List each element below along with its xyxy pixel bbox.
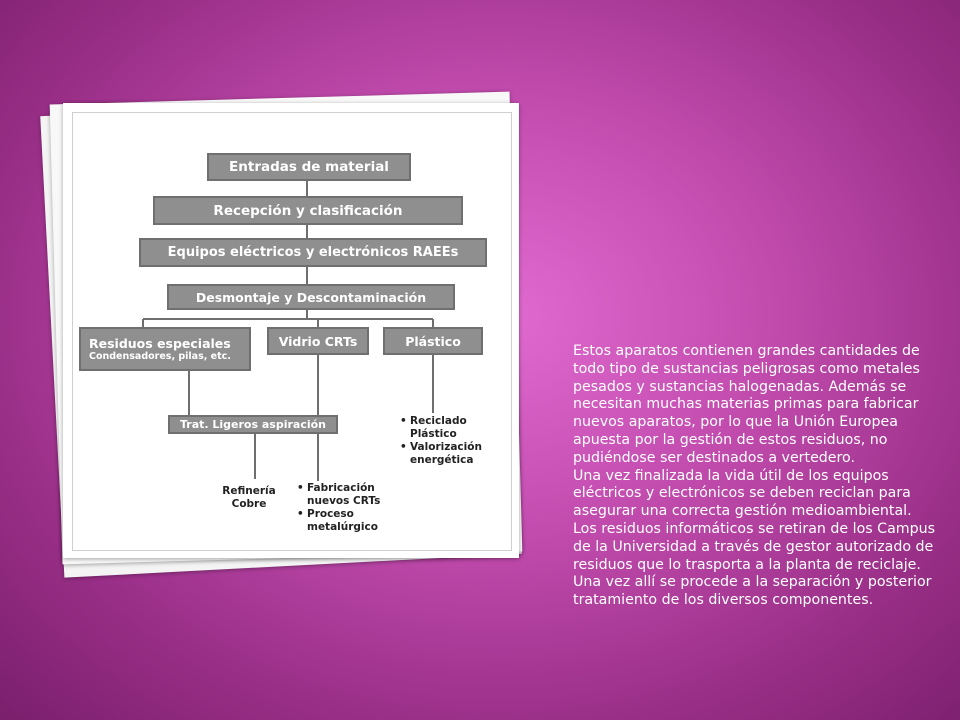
- note-vidrio-item-2-line1: • Proceso: [307, 508, 354, 520]
- note-plastico-item-1-line1: • Reciclado: [410, 415, 467, 427]
- node-plastico: [383, 327, 483, 355]
- note-refineria-line1: Refinería: [222, 485, 276, 497]
- node-trat: [168, 415, 338, 434]
- paragraph-2: Una vez finalizada la vida útil de los equipos eléctricos y electrónicos se deben reciclan para asegurar una correcta gestión medioambiental. Los residuos informáticos se retiran de los Campus de la Universidad a través de gestor autorizado de residuos que lo trasporta a la planta de reciclaje. Una vez allí se procede a la separación y posterior tratamiento de los diversos componentes.: [573, 467, 935, 609]
- node-trat-label: Trat. Ligeros aspiración: [179, 418, 327, 431]
- note-plastico-item-2-line1: • Valorización: [410, 441, 482, 453]
- note-plastico-item-1: [400, 415, 482, 441]
- note-plastico-item-1-line2: Plástico: [410, 428, 457, 440]
- node-equipos-label: Equipos eléctricos y electrónicos RAEEs: [167, 245, 459, 260]
- note-plastico-item-2: [400, 441, 482, 467]
- note-vidrio-item-2-line2: metalúrgico: [307, 521, 378, 533]
- node-desmontaje: [167, 284, 455, 310]
- node-residuos: [79, 327, 251, 371]
- slide-text: [573, 343, 935, 610]
- node-desmontaje-label: Desmontaje y Descontaminación: [195, 289, 427, 305]
- node-plastico-label: Plástico: [405, 333, 461, 349]
- note-vidrio: [297, 482, 380, 534]
- note-vidrio-item-2: [297, 508, 380, 534]
- node-residuos-label: Residuos especiales: [89, 336, 231, 351]
- node-entradas-label: Entradas de material: [229, 159, 389, 175]
- paragraph-1: Estos aparatos contienen grandes cantidades de todo tipo de sustancias peligrosas como metales pesados y sustancias halogenadas. Además se necesitan muchas materias primas para fabricar nuevos aparatos, por lo que la Unión Europea apuesta por la gestión de estos residuos, no pudiéndose ser destinados a vertedero.: [573, 343, 920, 466]
- note-refineria: [219, 485, 279, 511]
- diagram-image: [72, 112, 512, 551]
- note-plastico: [400, 415, 482, 467]
- note-vidrio-item-1-line2: nuevos CRTs: [307, 495, 381, 507]
- node-recepcion: [153, 196, 463, 225]
- note-vidrio-item-1-line1: • Fabricación: [307, 482, 375, 494]
- node-entradas: [207, 153, 411, 181]
- node-vidrio: [267, 327, 369, 355]
- node-vidrio-label: Vidrio CRTs: [278, 333, 358, 349]
- note-vidrio-item-1: [297, 482, 380, 508]
- note-refineria-line2: Cobre: [231, 498, 267, 510]
- node-recepcion-label: Recepción y clasificación: [213, 202, 403, 219]
- note-plastico-item-2-line2: energética: [410, 454, 474, 466]
- node-equipos: [139, 238, 487, 267]
- node-residuos-sublabel: Condensadores, pilas, etc.: [89, 351, 231, 362]
